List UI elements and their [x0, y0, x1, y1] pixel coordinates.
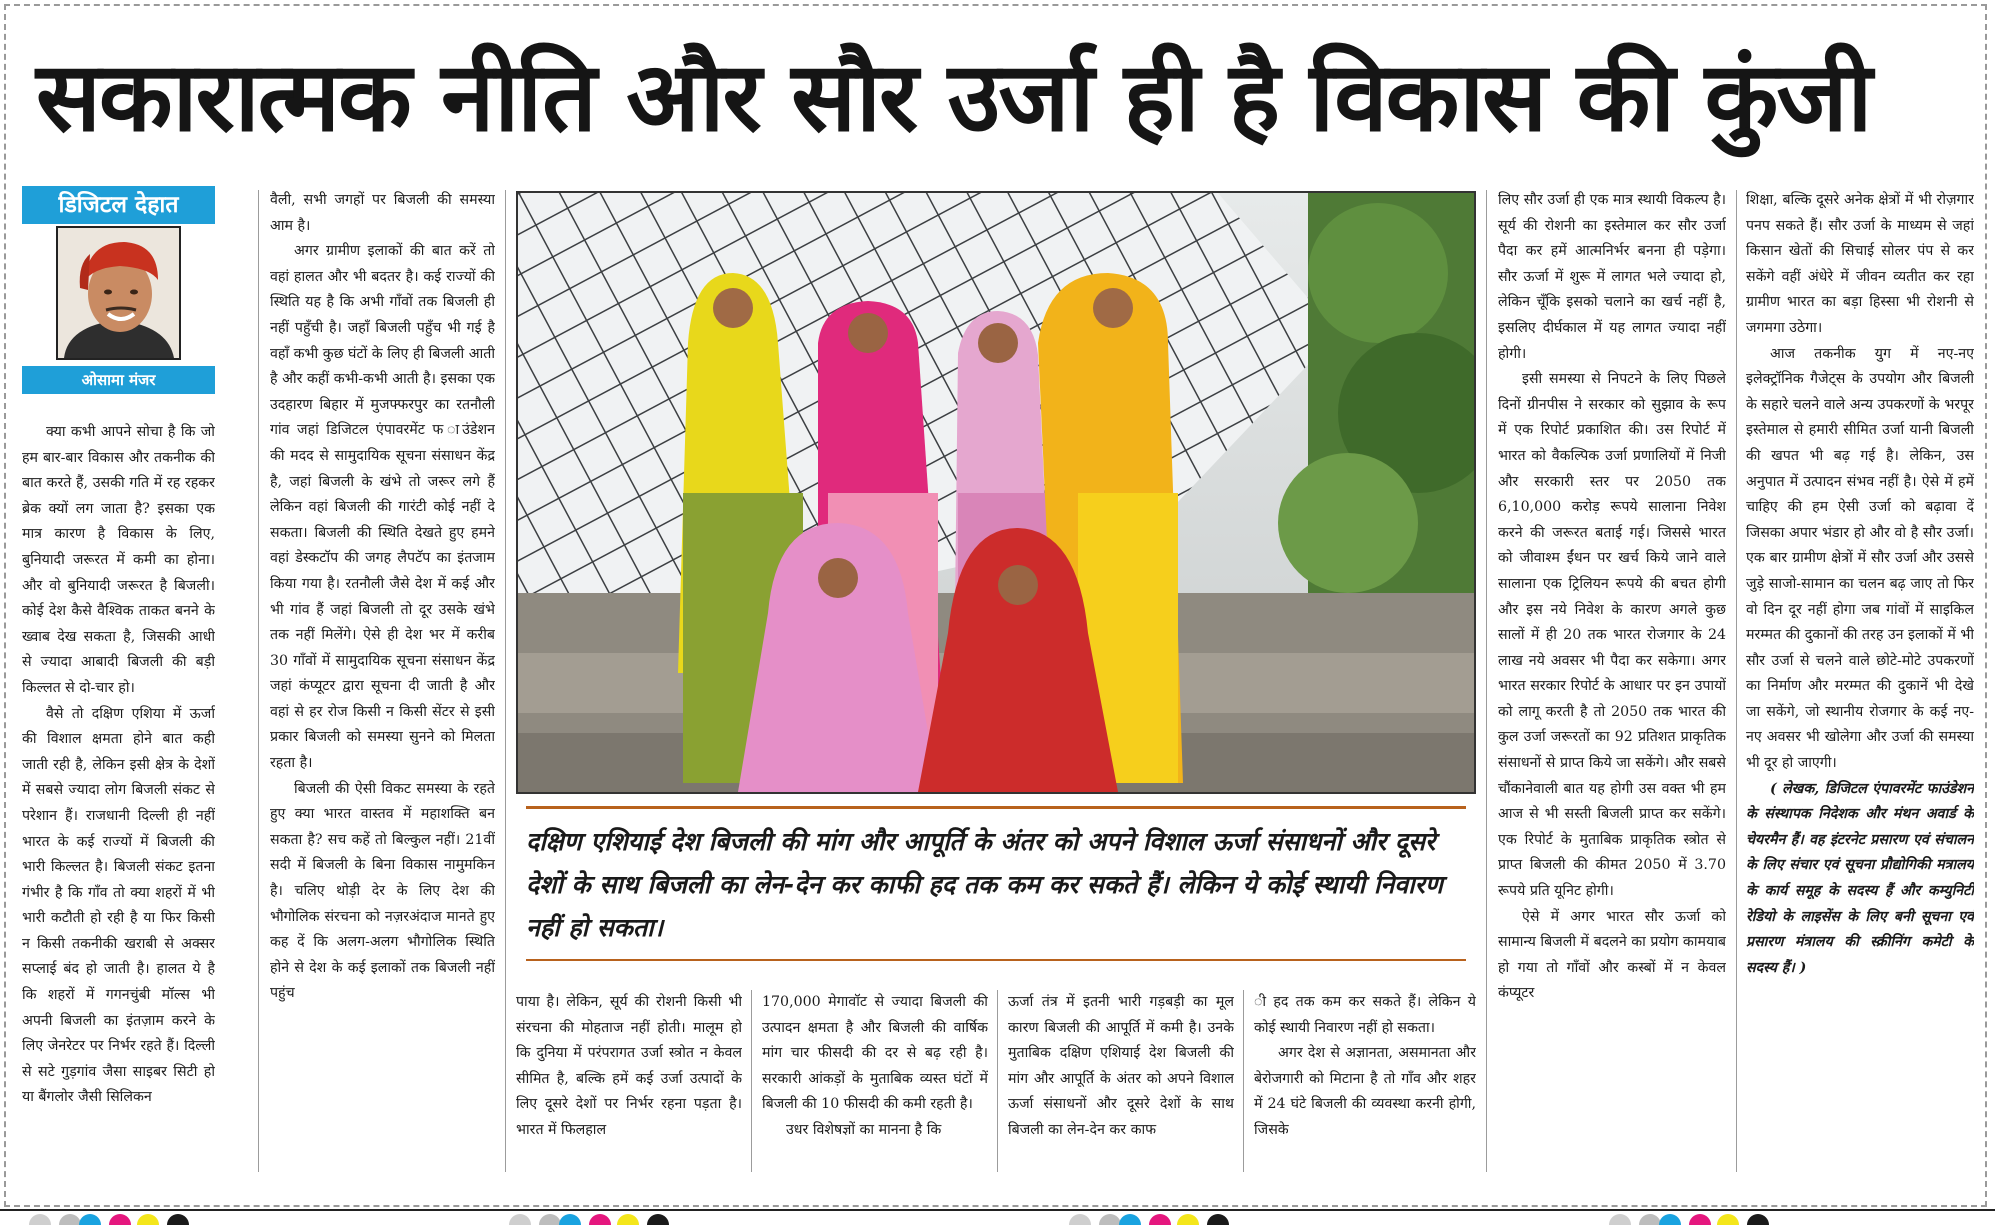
- article-column-5: [1008, 990, 1234, 1172]
- article-column-3: [516, 990, 742, 1172]
- paragraph: आज तकनीक युग में नए-नए इलेक्ट्रॉनिक गैजेट्स के उपयोग और बिजली के सहारे चलने वाले अन्य उपकरणों के भरपूर इस्तेमाल से हमारी सीमित उर्जा यानी बिजली की खपत भी बढ़ गई है। लेकिन, उस अनुपात में उत्पादन संभव नहीं है। ऐसे में हमें चाहिए की हम ऐसी उर्जा को बढ़ावा दें जिसका अपार भंडार हो और वो है सौर उर्जा। एक बार ग्रामीण क्षेत्रों में सौर उर्जा और उससे जुड़े साजो-सामान का चलन बढ़ जाए तो फिर वो दिन दूर नहीं होगा जब गांवों में साइकिल मरम्मत की दुकानों की तरह उन इलाकों में भी सौर उर्जा से चलने वाले छोटे-मोटे उपकरणों का निर्माण और मरम्मत की दुकानें भी देखे जा सकेंगे, जो स्थानीय रोजगार के कई नए-नए अवसर भी खोलेगा और उर्जा की समस्या भी दूर हो जाएगी।: [1746, 345, 1974, 772]
- paragraph: अगर ग्रामीण इलाकों की बात करें तो वहां हालत और भी बदतर है। कई राज्यों की स्थिति यह है कि अभी गाँवों तक बिजली ही नहीं पहुँची है। जहाँ बिजली पहुँच भी गई है वहाँ कभी कुछ घंटों के लिए ही बिजली आती है और कहीं कभी-कभी आती है। इसका एक उदहारण बिहार में मुजफ्फरपुर का रतनौली गांव जहां डिजिटल एंपावरमेंट फ ाउंडेशन की मदद से सामुदायिक सूचना संसाधन केंद्र है, जहां बिजली के खंभे तो जरूर लगे हैं लेकिन वहां बिजली की गारंटी कोई नहीं दे सकता। बिजली की स्थिति देखते हुए हमने वहां डेस्कटॉप की जगह लैपटॅप का इंतजाम किया गया है। रतनौली जैसे देश में कई और भी गांव हैं जहां बिजली तो दूर उसके खंभे तक नहीं मिलेंगे। ऐसे ही देश भर में करीब 30 गाँवों में सामुदायिक सूचना संसाधन केंद्र जहां कंप्यूटर द्वारा सूचना दी जाती है और वहां से हर रोज किसी न किसी सेंटर से इसी प्रकार बिजली को समस्या सुनने को मिलता रहता है।: [270, 243, 495, 772]
- article-column-8: [1746, 188, 1974, 1172]
- paragraph: लिए सौर उर्जा ही एक मात्र स्थायी विकल्प है। सूर्य की रोशनी का इस्तेमाल कर सौर उर्जा पैदा कर हमें आत्मनिर्भर बनना ही पड़ेगा। सौर ऊर्जा में शुरू में लागत भले ज्यादा हो, लेकिन चूँकि इसको चलाने का खर्च नहीं है, इसलिए दीर्घकाल में यह लागत ज्यादा नहीं होगी।: [1498, 192, 1726, 362]
- paragraph: 170,000 मेगावॉट से ज्यादा बिजली की उत्पादन क्षमता है और बिजली की वार्षिक मांग चार फीसदी की दर से बढ़ रही है। सरकारी आंकड़ों के मुताबिक व्यस्त घंटों में बिजली की 10 फीसदी की कमी रहती है।: [762, 994, 988, 1113]
- column-rule: [258, 190, 259, 1172]
- paragraph: पाया है। लेकिन, सूर्य की रोशनी किसी भी संरचना की मोहताज नहीं होती। मालूम हो कि दुनिया में परंपरागत उर्जा स्त्रोत न केवल सीमित है, बल्कि हमें कई उर्जा उत्पादों के लिए दूसरे देशों पर निर्भर रहना पड़ता है। भारत में फिलहाल: [516, 994, 742, 1138]
- column-brand-box: [22, 186, 215, 408]
- author-portrait: [56, 226, 181, 360]
- pull-quote-rule: [526, 806, 1466, 809]
- article-column-7: [1498, 188, 1726, 1172]
- paragraph: क्या कभी आपने सोचा है कि जो हम बार-बार विकास और तकनीक की बात करते हैं, उसकी गति में रह रहकर ब्रेक क्यों लग जाता है? इसका एक मात्र कारण है विकास के लिए, बुनियादी जरूरत में कमी का होना। और वो बुनियादी जरूरत है बिजली। कोई देश कैसे वैश्विक ताकत बनने के ख्वाब देख सकता है, जिसकी आधी से ज्यादा आबादी बिजली की बड़ी किल्लत से दो-चार हो।: [22, 424, 215, 696]
- author-name: ओसामा मंजर: [22, 366, 215, 394]
- paragraph: ी हद तक कम कर सकते हैं। लेकिन ये कोई स्थायी निवारण नहीं हो सकता।: [1254, 994, 1476, 1036]
- paragraph: शिक्षा, बल्कि दूसरे अनेक क्षेत्रों में भी रोज़गार पनप सकते हैं। सौर उर्जा के माध्यम से जहां किसान खेतों की सिचाई सोलर पंप से कर सकेंगे वहीं अंधेरे में जीवन व्यतीत कर रहा ग्रामीण भारत का बड़ा हिस्सा भी रोशनी से जगमगा उठेगा।: [1746, 192, 1974, 336]
- headline: सकारात्मक नीति और सौर उर्जा ही है विकास की कुंजी: [36, 41, 1871, 153]
- author-credit: ( लेखक, डिजिटल एंपावरमेंट फाउंडेशन के संस्थापक निदेशक और मंथन अवार्ड के चेयरमैन हैं। वह इंटरनेट प्रसारण एवं संचालन के लिए संचार एवं सूचना प्रौद्योगिकी मत्रालय के कार्य समूह के सदस्य हैं और कम्युनिटी रेडियो के लाइसेंस के लिए बनी सूचना एवं प्रसारण मंत्रालय की स्क्रीनिंग कमेटी के सदस्य हैं। ): [1746, 780, 1974, 976]
- paragraph: वैली, सभी जगहों पर बिजली की समस्या आम है।: [270, 192, 495, 234]
- column-rule: [997, 990, 998, 1172]
- article-column-4: [762, 990, 988, 1172]
- column-rule: [1243, 990, 1244, 1172]
- paragraph: बिजली की ऐसी विकट समस्या के रहते हुए क्या भारत वास्तव में महाशक्ति बन सकता है? सच कहें तो बिल्कुल नहीं। 21वीं सदी में बिजली के बिना विकास नामुमकिन है। चलिए थोड़ी देर के लिए देश की भौगोलिक संरचना को नज़रअंदाज मानते हुए कह दें कि अलग-अलग भौगोलिक स्थिति होने से देश के कई इलाकों तक बिजली नहीं पहुंच: [270, 780, 495, 1002]
- column-rule: [505, 190, 506, 1172]
- column-rule: [1486, 190, 1487, 1172]
- women-solar-panel-photo-icon: [518, 193, 1474, 792]
- paragraph: वैसे तो दक्षिण एशिया में ऊर्जा की विशाल क्षमता होने बात कही जाती रही है, लेकिन इसी क्षेत्र के देशों में सबसे ज्यादा लोग बिजली संकट से परेशान हैं। राजधानी दिल्ली ही नहीं भारत के कई राज्यों में बिजली की भारी किल्लत है। बिजली संकट इतना गंभीर है कि गाँव तो क्या शहरों में भी भारी कटौती हो रही है या फिर किसी न किसी तकनीकी खराबी से अक्सर सप्लाई बंद हो जाती है। हालत ये है कि शहरों में गगनचुंबी मॉल्स भी अपनी बिजली का इंतज़ाम करने के लिए जेनरेटर पर निर्भर रहते हैं। दिल्ली से सटे गुड़गांव जैसा साइबर सिटी हो या बैंगलोर जैसी सिलिकन: [22, 705, 215, 1106]
- paragraph: ऊर्जा तंत्र में इतनी भारी गड़बड़ी का मूल कारण बिजली की आपूर्ति में कमी है। उनके मुताबिक दक्षिण एशियाई देश बिजली की मांग और आपूर्ति के अंतर को अपने विशाल ऊर्जा संसाधनों और दूसरे देशों के साथ बिजली का लेन-देन कर काफ: [1008, 994, 1234, 1138]
- article-column-2: [270, 188, 495, 1172]
- column-rule: [1736, 190, 1737, 1172]
- pull-quote: दक्षिण एशियाई देश बिजली की मांग और आपूर्ति के अंतर को अपने विशाल ऊर्जा संसाधनों और दूसरे देशों के साथ बिजली का लेन-देन कर काफी हद तक कम कर सकते हैं। लेकिन ये कोई स्थायी निवारण नहीं हो सकता।: [526, 827, 1443, 942]
- paragraph: इसी समस्या से निपटने के लिए पिछले दिनों ग्रीनपीस ने सरकार को सुझाव के रूप में एक रिपोर्ट प्रकाशित की। उस रिपोर्ट में भारत को वैकल्पिक उर्जा प्रणालियों में निजी और सरकारी स्तर पर 2050 तक 6,10,000 करोड़ रूपये सालाना निवेश करने की जरूरत बताई गई। जिससे भारत को जीवाश्म ईंधन पर खर्च किये जाने वाले सालाना एक ट्रिलियन रूपये की बचत होगी और इस नये निवेश के कारण अगले कुछ सालों में ही 20 तक भारत रोजगार के 24 लाख नये अवसर भी पैदा कर सकेगा। अगर भारत सरकार रिपोर्ट के आधार पर इन उपायों को लागू करती है तो 2050 तक भारत की कुल उर्जा जरूरतों का 92 प्रतिशत प्राकृतिक संसाधनों से प्राप्त किये जा सकेंगे। और सबसे चौंकानेवाली बात यह होगी उस वक्त भी हम आज से भी सस्ती बिजली प्राप्त कर सकेंगे। एक रिपोर्ट के मुताबिक प्राकृतिक स्त्रोत से प्राप्त बिजली की कीमत 2050 में 3.70 रूपये प्रति यूनिट होगी।: [1498, 371, 1726, 900]
- print-edge-rule: [0, 1209, 1995, 1211]
- color-registration-marks-icon: [0, 1213, 1995, 1225]
- author-portrait-icon: [58, 228, 179, 358]
- paragraph: उधर विशेषज्ञों का मानना है कि: [786, 1121, 942, 1138]
- paragraph: अगर देश से अज्ञानता, असमानता और बेरोजगारी को मिटाना है तो गाँव और शहर में 24 घंटे बिजली की व्यवस्था करनी होगी, जिसके: [1254, 1045, 1476, 1138]
- column-brand-title: डिजिटल देहात: [22, 186, 215, 224]
- article-column-6: [1254, 990, 1476, 1172]
- pull-quote-rule: [526, 959, 1466, 961]
- paragraph: ऐसे में अगर भारत सौर ऊर्जा को सामान्य बिजली में बदलने का प्रयोग कामयाब हो गया तो गाँवों और कस्बों में न केवल कंप्यूटर: [1498, 908, 1726, 1002]
- article-column-1: [22, 420, 215, 1172]
- column-rule: [751, 990, 752, 1172]
- women-solar-panel-photo: [516, 191, 1476, 794]
